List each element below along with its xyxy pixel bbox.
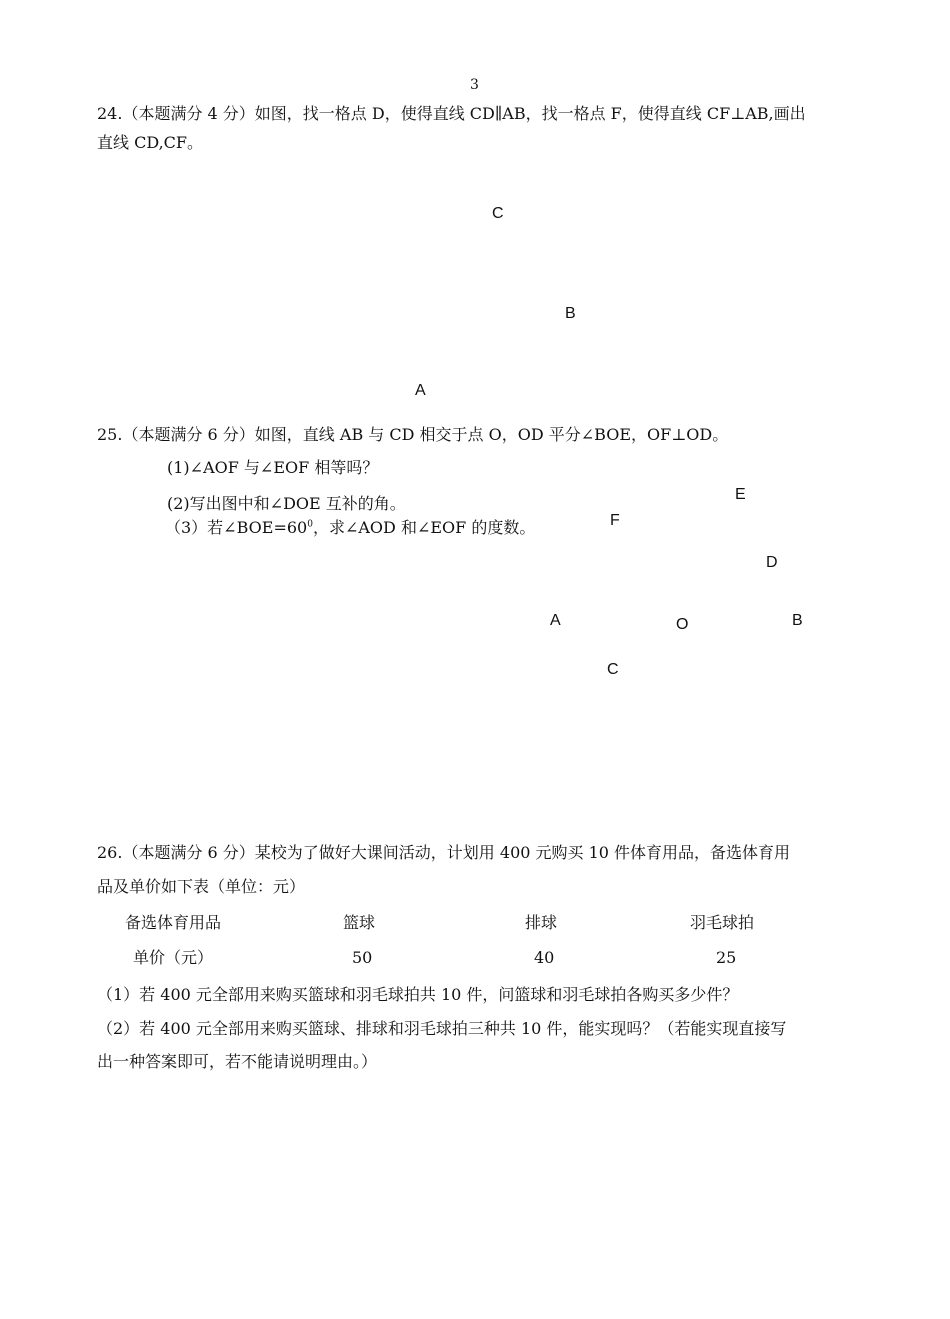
q25-sub3 (165, 516, 535, 540)
q26-sub2-line1: （2）若 400 元全部用来购买篮球、排球和羽毛球拍三种共 10 件，能实现吗？（若能实现直接写 (97, 1019, 787, 1038)
q26-text-line2: 品及单价如下表（单位：元） (97, 877, 306, 896)
q24-text-line1: 24.（本题满分 4 分）如图，找一格点 D，使得直线 CD∥AB，找一格点 F，使得直线 CF⊥AB,画出 (97, 104, 806, 123)
q25-point-d-label: D (766, 554, 778, 571)
q25-stem: 25.（本题满分 6 分）如图，直线 AB 与 CD 相交于点 O，OD 平分∠BOE，OF⊥OD。 (97, 425, 729, 444)
q25-degree-mark: 0 (307, 519, 313, 530)
q24-point-c-label: C (492, 205, 504, 222)
table-header-item: 备选体育用品 (125, 913, 222, 932)
q25-sub3-suffix: ，求∠AOD 和∠EOF 的度数。 (312, 518, 536, 537)
table-row-label-price: 单价（元） (133, 948, 214, 967)
q26-sub2-line2: 出一种答案即可，若不能请说明理由。） (97, 1052, 378, 1071)
q25-sub2: (2)写出图中和∠DOE 互补的角。 (167, 494, 406, 513)
q25-sub3-prefix: （3）若∠BOE=60 (165, 518, 308, 537)
page-number: 3 (470, 77, 479, 93)
q25-point-a-label: A (550, 612, 561, 629)
table-header-volleyball: 排球 (525, 913, 558, 932)
q24-point-b-label: B (565, 305, 576, 322)
q25-point-o-label: O (676, 616, 689, 633)
q25-point-c-label: C (607, 661, 619, 678)
q24-point-a-label: A (415, 382, 426, 399)
q25-sub1: (1)∠AOF 与∠EOF 相等吗？ (167, 458, 379, 477)
q25-point-b-label: B (792, 612, 803, 629)
q25-point-f-label: F (610, 512, 620, 529)
table-header-basketball: 篮球 (343, 913, 376, 932)
table-cell-volleyball-price: 40 (534, 948, 555, 967)
q24-text-line2: 直线 CD,CF。 (97, 133, 204, 152)
table-cell-badminton-racket-price: 25 (716, 948, 737, 967)
table-header-badminton-racket: 羽毛球拍 (690, 913, 755, 932)
q26-sub1: （1）若 400 元全部用来购买篮球和羽毛球拍共 10 件，问篮球和羽毛球拍各购买多少件？ (97, 985, 739, 1004)
q26-text-line1: 26.（本题满分 6 分）某校为了做好大课间活动，计划用 400 元购买 10 件体育用品，备选体育用 (97, 843, 791, 862)
q25-point-e-label: E (735, 486, 746, 503)
table-cell-basketball-price: 50 (352, 948, 373, 967)
